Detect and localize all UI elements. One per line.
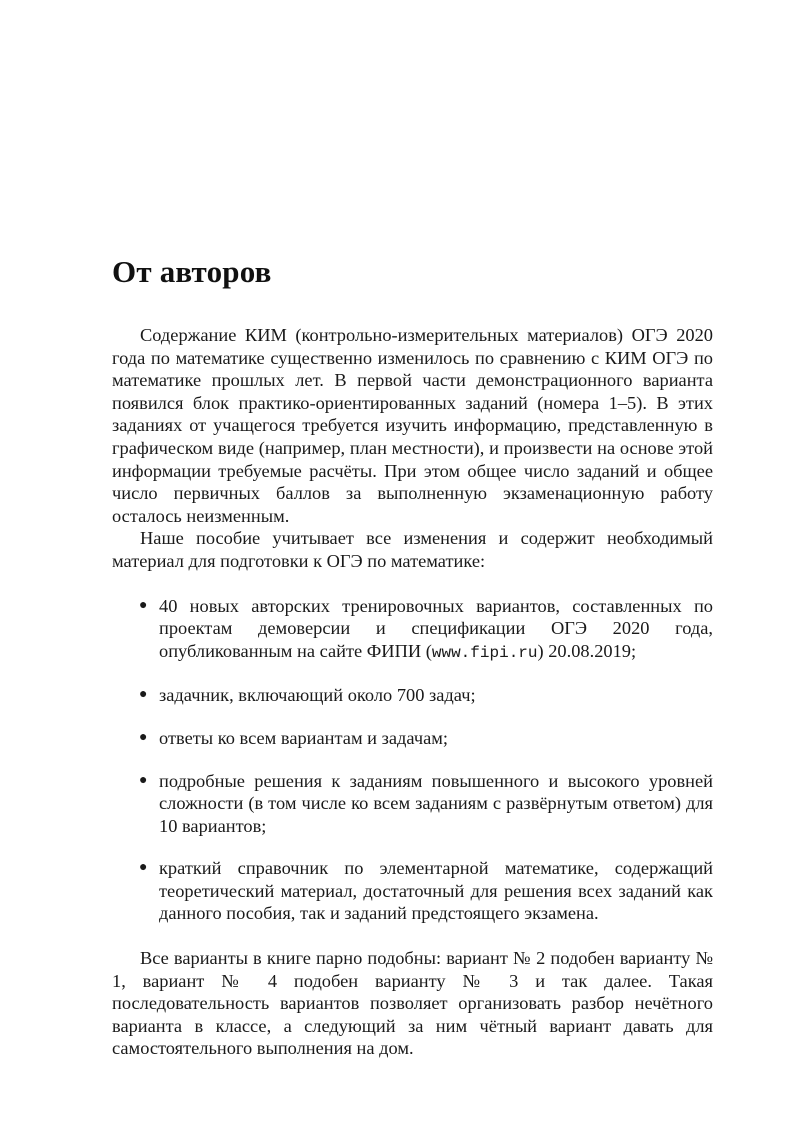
list-item <box>112 595 713 665</box>
list-item-text: подробные решения к заданиям повышенного и высокого уровней сложности (в том числе ко всем заданиям с развёрнутым ответом) для 10 вариантов; <box>159 770 713 836</box>
document-page <box>112 252 713 1060</box>
list-item <box>112 684 713 707</box>
list-item <box>112 727 713 750</box>
guide-paragraph: Наше пособие учитывает все изменения и содержит необходимый материал для подготовки к ОГЭ по математике: <box>112 528 713 571</box>
list-item-text: ) 20.08.2019; <box>537 640 637 661</box>
closing-paragraph: Все варианты в книге парно подобны: вариант № 2 подобен варианту № 1, вариант № 4 подобен варианту № 3 и так далее. Такая последовательность вариантов позволяет организовать разбор нечётного варианта в классе, а следующий за ним чётный вариант давать для самостоятельного выполнения на дом. <box>112 948 713 1059</box>
bullet-icon: ● <box>139 729 148 745</box>
list-item-text: ответы ко всем вариантам и задачам; <box>159 727 448 748</box>
bullet-icon: ● <box>139 687 148 703</box>
fipi-link[interactable]: www.fipi.ru <box>431 643 538 662</box>
intro-paragraph: Содержание КИМ (контрольно-измерительных материалов) ОГЭ 2020 года по математике существенно изменилось по сравнению с КИМ ОГЭ по математике прошлых лет. В первой части демонстрационного варианта появился блок практико-ориентированных заданий (номера 1–5). В этих заданиях от учащегося требуется изучить информацию, представленную в графическом виде (например, план местности), и произвести на основе этой информации требуемые расчёты. При этом общее число заданий и общее число первичных баллов за выполненную экзаменационную работу осталось неизменным. <box>112 325 713 526</box>
list-item-text: 40 новых авторских тренировочных вариантов, составленных по проектам демоверсии и спецификации ОГЭ 2020 года, опубликованным на сайте ФИПИ ( <box>159 595 713 661</box>
bullet-icon: ● <box>139 772 148 788</box>
bullet-icon: ● <box>139 597 148 613</box>
bullet-icon: ● <box>139 860 148 876</box>
list-item <box>112 857 713 925</box>
features-list <box>112 595 713 926</box>
list-item-text: задачник, включающий около 700 задач; <box>159 685 476 706</box>
list-item-text: краткий справочник по элементарной математике, содержащий теоретический материал, достаточный для решения всех заданий как данного пособия, так и заданий предстоящего экзамена. <box>159 858 713 924</box>
page-title: От авторов <box>112 254 272 289</box>
list-item <box>112 770 713 838</box>
